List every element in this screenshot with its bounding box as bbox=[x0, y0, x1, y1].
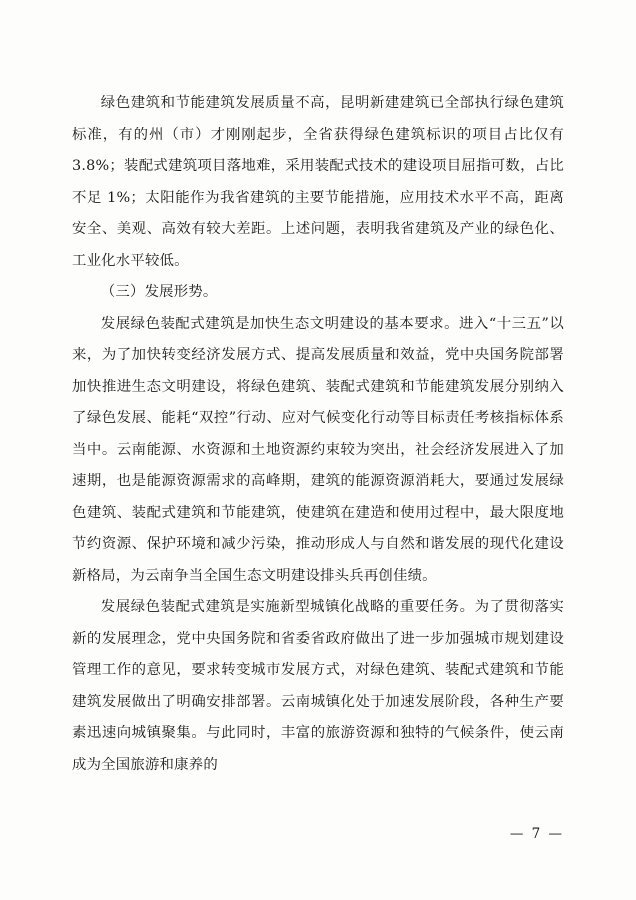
paragraph-3: 发展绿色装配式建筑是实施新型城镇化战略的重要任务。为了贯彻落实新的发展理念，党中央国务院和省委省政府做出了进一步加强城市规划建设管理工作的意见，要求转变城市发展方式，对绿色建筑、装配式建筑和节能建筑发展做出了明确安排部署。云南城镇化处于加速发展阶段，各种生产要素迅速向城镇聚集。与此同时，丰富的旅游资源和独特的气候条件，使云南成为全国旅游和康养的 bbox=[72, 599, 564, 773]
paragraph-1: 绿色建筑和节能建筑发展质量不高，昆明新建建筑已全部执行绿色建筑标准，有的州（市）才刚刚起步，全省获得绿色建筑标识的项目占比仅有 3.8%；装配式建筑项目落地难，采用装配式技术的建设项目屈指可数，占比不足 1%；太阳能作为我省建筑的主要节能措施，应用技术水平不高，距离安全、美观、高效有较大差距。上述问题，表明我省建筑及产业的绿色化、工业化水平较低。 bbox=[72, 95, 564, 269]
paragraph-section-heading: （三）发展形势。 bbox=[100, 284, 218, 300]
page-number: — 7 — bbox=[509, 826, 564, 842]
paragraph-2: 发展绿色装配式建筑是加快生态文明建设的基本要求。进入“十三五”以来，为了加快转变经济发展方式、提高发展质量和效益，党中央国务院部署加快推进生态文明建设，将绿色建筑、装配式建筑和节能建筑发展分别纳入了绿色发展、能耗“双控”行动、应对气候变化行动等目标责任考核指标体系当中。云南能源、水资源和土地资源约束较为突出，社会经济发展进入了加速期，也是能源资源需求的高峰期，建筑的能源资源消耗大，要通过发展绿色建筑、装配式建筑和节能建筑，使建筑在建造和使用过程中，最大限度地节约资源、保护环境和减少污染，推动形成人与自然和谐发展的现代化建设新格局，为云南争当全国生态文明建设排头兵再创佳绩。 bbox=[72, 315, 564, 584]
document-body bbox=[72, 88, 564, 781]
